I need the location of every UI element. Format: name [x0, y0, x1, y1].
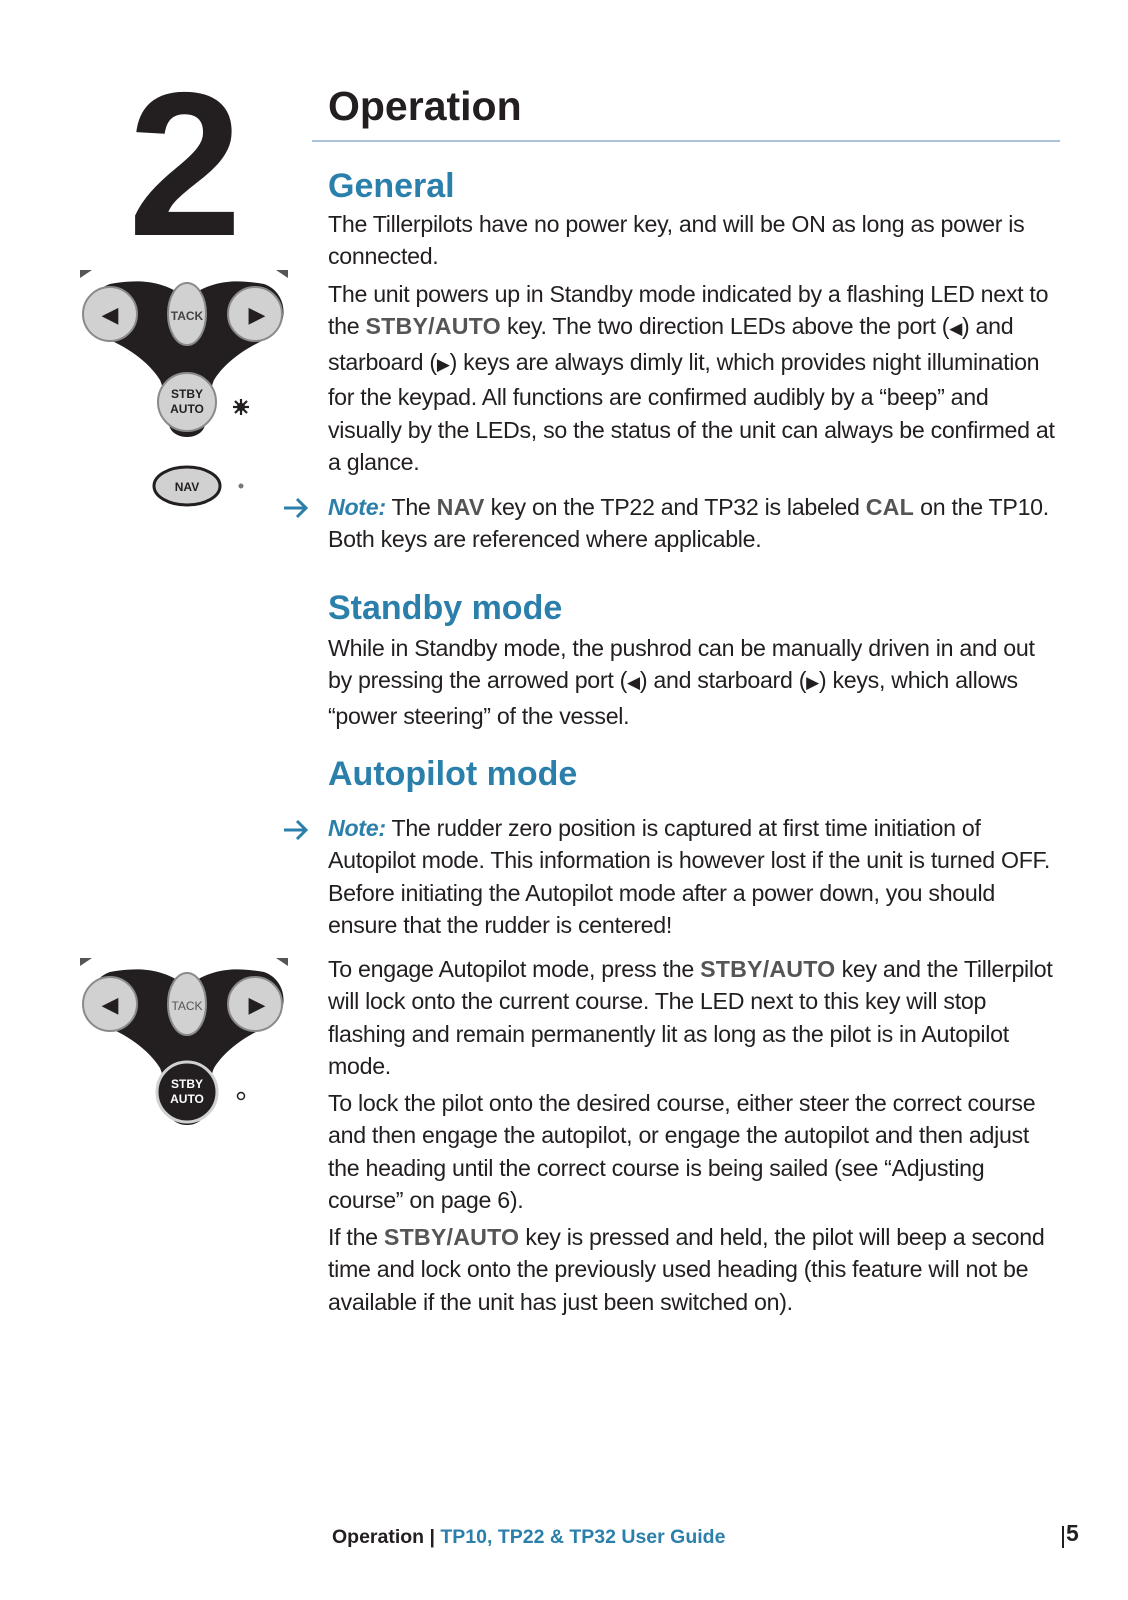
section-heading-general: General	[328, 167, 455, 205]
page-footer	[332, 1526, 725, 1549]
keypad-autopilot-illustration	[74, 950, 294, 1130]
general-paragraph-1: The Tillerpilots have no power key, and will be ON as long as power is connected.	[328, 211, 1025, 270]
note-arrow-icon	[282, 496, 312, 520]
starboard-arrow-icon: ▶	[248, 993, 266, 1018]
led-starboard-indicator	[276, 270, 288, 278]
chapter-number: 2	[128, 50, 239, 279]
led-port-indicator	[80, 958, 92, 966]
autopilot-paragraph-2: To lock the pilot onto the desired course, either steer the correct course and then engage the autopilot, or engage the autopilot and then adjust the heading until the correct course is being sailed (see “Adjusting course” on page 6).	[328, 1090, 1036, 1214]
stby-auto-key-ref: STBY/AUTO	[700, 956, 836, 982]
autopilot-paragraph-3: If the STBY/AUTO key is pressed and held, the pilot will beep a second time and lock onto the previously used heading (this feature will not be available if the unit has just been switched on).	[328, 1224, 1045, 1315]
nav-led-icon	[239, 484, 244, 489]
auto-key-label: AUTO	[170, 1092, 204, 1106]
footer-guide-title: TP10, TP22 & TP32 User Guide	[440, 1526, 726, 1548]
starboard-symbol: ▶	[806, 673, 819, 693]
autopilot-paragraph-1: To engage Autopilot mode, press the STBY/AUTO key and the Tillerpilot will lock onto the current course. The LED next to this key will stop flashing and remain permanently lit as long as the pilot is in Autopilot mode.	[328, 956, 1053, 1080]
port-symbol: ◀	[949, 319, 962, 339]
section-heading-autopilot: Autopilot mode	[328, 755, 578, 793]
stby-auto-key-ref: STBY/AUTO	[365, 313, 501, 340]
note-label: Note:	[328, 494, 386, 520]
auto-key-label: AUTO	[170, 402, 204, 416]
port-symbol: ◀	[627, 673, 640, 693]
footer-separator: |	[424, 1526, 441, 1548]
stby-key-label: STBY	[170, 387, 204, 401]
keypad-standby-illustration	[74, 262, 294, 522]
tack-key-label: TACK	[170, 309, 204, 323]
port-arrow-icon: ◀	[101, 303, 119, 328]
nav-key-ref: NAV	[436, 494, 485, 520]
led-port-indicator	[80, 270, 92, 278]
stby-key-label: STBY	[170, 1077, 204, 1091]
tack-key-label: TACK	[171, 999, 203, 1013]
section-heading-standby: Standby mode	[328, 589, 563, 627]
starboard-symbol: ▶	[436, 354, 450, 374]
footer-section: Operation	[332, 1526, 425, 1548]
autopilot-note: Note: The rudder zero position is captured at first time initiation of Autopilot mode. This information is however lost if the unit is turned OFF. Before initiating the Autopilot mode after a power down, you should ensure that the rudder is centered!	[328, 815, 1050, 939]
page-title: Operation	[328, 83, 522, 129]
port-arrow-icon: ◀	[101, 993, 119, 1018]
cal-key-ref: CAL	[865, 494, 914, 520]
starboard-arrow-icon: ▶	[248, 303, 266, 328]
note-arrow-icon	[282, 818, 312, 842]
standby-paragraph: While in Standby mode, the pushrod can be manually driven in and out by pressing the arrowed port (◀) and starboard (▶) keys, which allows “power steering” of the vessel.	[328, 635, 1035, 729]
stby-auto-key-ref: STBY/AUTO	[383, 1224, 520, 1250]
note-label: Note:	[328, 815, 386, 841]
title-divider	[312, 140, 1060, 142]
led-starboard-indicator	[276, 958, 288, 966]
general-paragraph-2: The unit powers up in Standby mode indicated by a flashing LED next to the STBY/AUTO key. The two direction LEDs above the port (◀) and starboard (▶) keys are always dimly lit, which provides night illumination for the keypad. All functions are confirmed audibly by a “beep” and visually by the LEDs, so the status of the unit can always be confirmed at a glance.	[328, 281, 1055, 476]
general-note: Note: The NAV key on the TP22 and TP32 is labeled CAL on the TP10. Both keys are referenced where applicable.	[328, 494, 1049, 553]
nav-key-label: NAV	[174, 480, 200, 494]
page-number: 5	[1066, 1520, 1079, 1546]
steady-led-icon	[238, 1093, 245, 1100]
flashing-led-icon	[233, 399, 249, 415]
